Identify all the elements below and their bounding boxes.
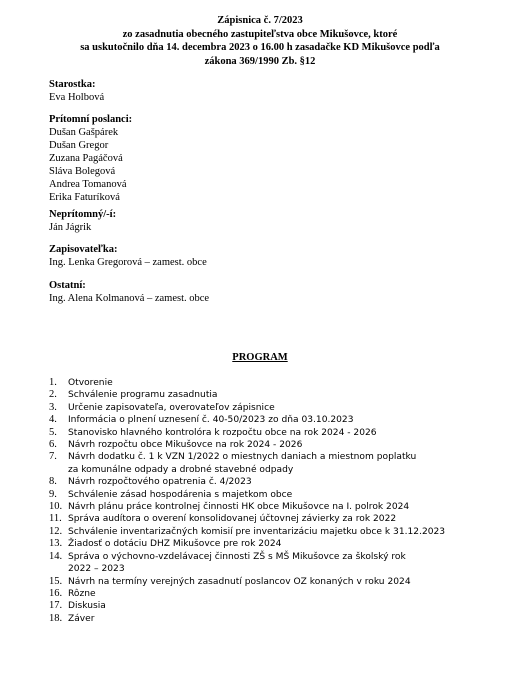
program-item-text: Správa audítora o overení konsolidovanej účtovnej závierky za rok 2022 <box>68 514 397 525</box>
program-item-number: 14. <box>49 550 63 562</box>
program-item-text: Návrh rozpočtového opatrenia č. 4/2023 <box>68 477 252 488</box>
program-item-text: Určenie zapisovateľa, overovateľov zápisnice <box>68 402 275 413</box>
pritomni-name: Andrea Tomanová <box>49 179 127 190</box>
program-item <box>49 613 489 625</box>
starostka-label: Starostka: <box>49 79 96 90</box>
program-item-number: 13. <box>49 538 63 550</box>
pritomni-name: Sláva Bolegová <box>49 166 116 177</box>
program-item-text: Návrh na termíny verejných zasadnutí poslancov OZ konaných v roku 2024 <box>68 576 411 587</box>
program-item-text: Návrh plánu práce kontrolnej činnosti HK obce Mikušovce na I. polrok 2024 <box>68 502 410 513</box>
program-item-number: 16. <box>49 587 63 599</box>
pritomni-name: Dušan Gregor <box>49 140 109 151</box>
program-item <box>49 501 489 513</box>
zapisovatelka-section <box>49 243 207 269</box>
zapisovatelka-name: Ing. Lenka Gregorová – zamest. obce <box>49 257 207 268</box>
program-item <box>49 538 489 550</box>
program-item-number: 18. <box>49 612 63 624</box>
program-item <box>49 427 489 439</box>
ostatni-section <box>49 279 209 305</box>
program-item-number: 3. <box>49 401 57 413</box>
program-item-text: Žiadosť o dotáciu DHZ Mikušovce pre rok 2024 <box>68 539 282 550</box>
program-list <box>49 377 489 625</box>
program-item-number: 1. <box>49 377 57 388</box>
program-item-text: Diskusia <box>68 601 106 612</box>
nepritomny-name: Ján Jágrik <box>49 222 92 233</box>
program-item <box>49 389 489 401</box>
pritomni-label: Prítomní poslanci: <box>49 114 133 125</box>
program-item-text: Informácia o plnení uznesení č. 40-50/2023 zo dňa 03.10.2023 <box>68 415 354 426</box>
ostatni-label: Ostatní: <box>49 280 86 291</box>
program-item <box>49 551 489 563</box>
program-item-number: 9. <box>49 488 57 500</box>
program-item-text: Správa o výchovno-vzdelávacej činnosti ZŠ s MŠ Mikušovce za školský rok <box>68 551 406 562</box>
header-line-4: zákona 369/1990 Zb. §12 <box>204 55 316 67</box>
program-item <box>49 451 489 463</box>
program-item-number: 17. <box>49 600 63 612</box>
zapisovatelka-label: Zapisovateľka: <box>49 244 118 255</box>
program-item-number: 4. <box>49 414 57 426</box>
program-item-text: Návrh dodatku č. 1 k VZN 1/2022 o miestnych daniach a miestnom poplatku <box>68 452 417 463</box>
program-item-text: Záver <box>68 613 95 624</box>
program-item-number: 6. <box>49 439 57 451</box>
program-item <box>49 476 489 488</box>
program-item-text: Otvorenie <box>68 378 113 388</box>
program-item <box>49 588 489 600</box>
program-title: PROGRAM <box>232 352 288 363</box>
nepritomny-section <box>49 208 116 234</box>
starostka-section <box>49 78 104 104</box>
program-item-text: Schválenie programu zasadnutia <box>68 390 218 401</box>
program-item-number: 8. <box>49 476 57 488</box>
program-item-text: Návrh rozpočtu obce Mikušovce na rok 2024 - 2026 <box>68 440 303 451</box>
program-item <box>49 402 489 414</box>
document-header <box>0 14 520 68</box>
ostatni-name: Ing. Alena Kolmanová – zamest. obce <box>49 293 210 304</box>
program-item-text: Stanovisko hlavného kontrolóra k rozpočtu obce na rok 2024 - 2026 <box>68 427 377 438</box>
program-item-number: 2. <box>49 389 57 401</box>
program-item-text: Schválenie zásad hospodárenia s majetkom obce <box>68 489 293 500</box>
program-item <box>49 489 489 501</box>
pritomni-name: Zuzana Pagáčová <box>49 153 123 164</box>
program-item-text: Rôzne <box>68 588 96 599</box>
header-line-2: zo zasadnutia obecného zastupiteľstva obce Mikušovce, ktoré <box>122 28 398 40</box>
pritomni-section <box>49 113 132 204</box>
program-item <box>49 439 489 451</box>
program-item-number: 12. <box>49 525 63 537</box>
program-item-number: 11. <box>49 513 62 525</box>
program-item-number: 7. <box>49 451 57 463</box>
program-item-number: 10. <box>49 501 63 513</box>
pritomni-name: Erika Faturíková <box>49 192 120 203</box>
starostka-name: Eva Holbová <box>49 92 105 103</box>
program-item <box>49 600 489 612</box>
document-title: Zápisnica č. 7/2023 <box>217 15 303 26</box>
program-item <box>49 377 489 389</box>
pritomni-name: Dušan Gašpárek <box>49 127 119 138</box>
nepritomny-label: Neprítomný/-í: <box>49 209 117 220</box>
program-item <box>49 526 489 538</box>
program-item <box>49 414 489 426</box>
program-item-number: 15. <box>49 575 63 587</box>
program-item-number: 5. <box>49 426 57 438</box>
program-item-text: Schválenie inventarizačných komisií pre inventarizáciu majetku obce k 31.12.2023 <box>68 526 446 537</box>
program-item-continuation: 2022 – 2023 <box>68 564 125 575</box>
program-item-continuation: za komunálne odpady a drobné stavebné odpady <box>68 464 294 475</box>
program-item <box>49 576 489 588</box>
header-line-3: sa uskutočnilo dňa 14. decembra 2023 o 16.00 h zasadačke KD Mikušovce podľa <box>80 42 440 53</box>
program-item <box>49 513 489 525</box>
